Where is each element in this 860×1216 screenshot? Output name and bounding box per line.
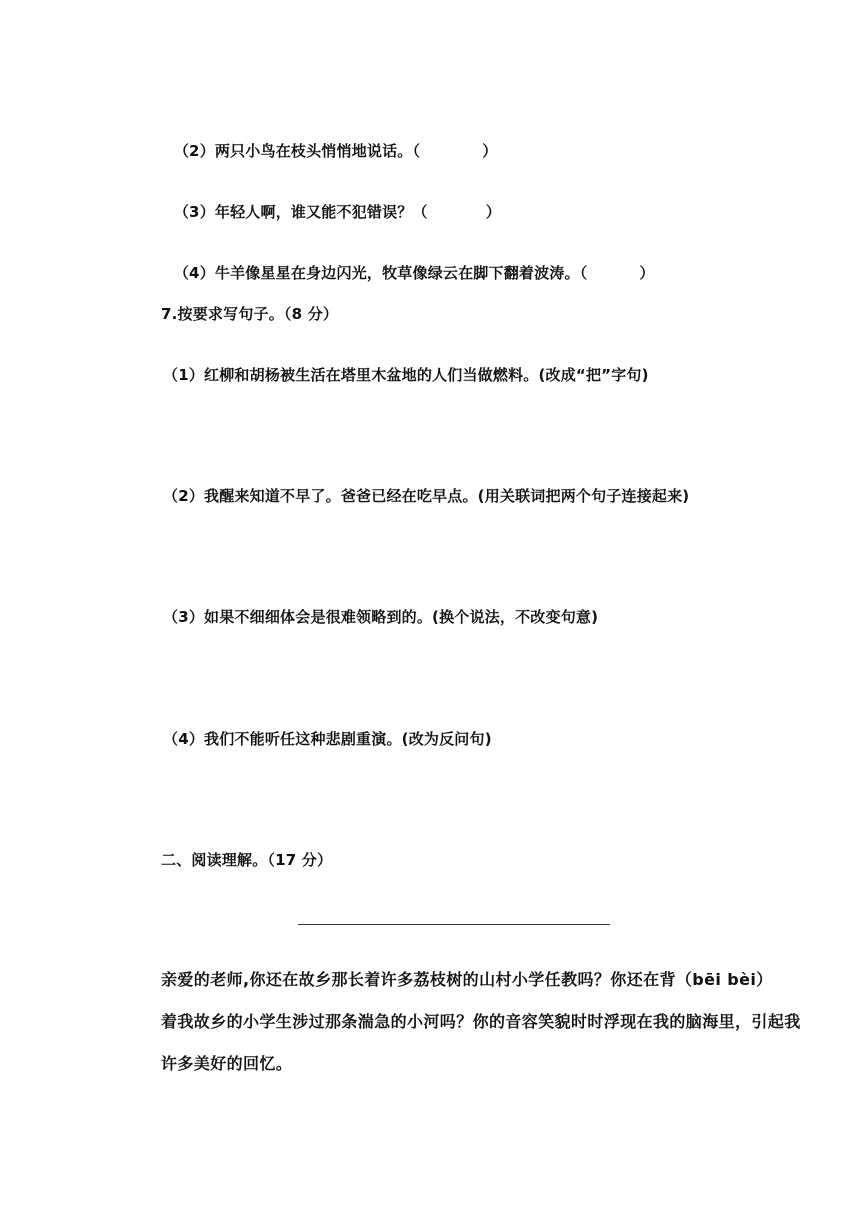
question-7-3: （3）如果不细细体会是很难领略到的。(换个说法，不改变句意): [163, 608, 599, 626]
passage-title-blank[interactable]: [298, 924, 610, 925]
question-6-4-close: ）: [639, 264, 655, 282]
passage-line-2: 着我故乡的小学生涉过那条湍急的小河吗？你的音容笑貌时时浮现在我的脑海里，引起我: [161, 1012, 801, 1031]
question-6-4-text: （4）牛羊像星星在身边闪光，牧草像绿云在脚下翻着波涛。（: [173, 264, 588, 282]
question-7-1: （1）红柳和胡杨被生活在塔里木盆地的人们当做燃料。(改成“把”字句): [163, 366, 649, 384]
section-2-heading: 二、阅读理解。（17 分）: [161, 851, 333, 869]
question-6-3: [163, 182, 501, 222]
question-6-2: [163, 121, 497, 161]
question-7-4: （4）我们不能听任这种悲剧重演。(改为反问句): [163, 730, 492, 748]
passage-line-3: 许多美好的回忆。: [161, 1054, 293, 1073]
question-6-2-close: ）: [482, 142, 498, 160]
question-6-2-text: （2）两只小鸟在枝头悄悄地说话。（: [173, 142, 421, 160]
passage-line-1: 亲爱的老师,你还在故乡那长着许多荔枝树的山村小学任教吗？你还在背（bēi bèi）: [161, 970, 773, 989]
section-7-heading: 7.按要求写句子。（8 分）: [161, 305, 339, 323]
question-7-2: （2）我醒来知道不早了。爸爸已经在吃早点。(用关联词把两个句子连接起来): [163, 487, 690, 505]
question-6-3-text: （3）年轻人啊，谁又能不犯错误？（: [173, 203, 428, 221]
question-6-4: [163, 243, 655, 283]
question-6-3-close: ）: [485, 203, 501, 221]
